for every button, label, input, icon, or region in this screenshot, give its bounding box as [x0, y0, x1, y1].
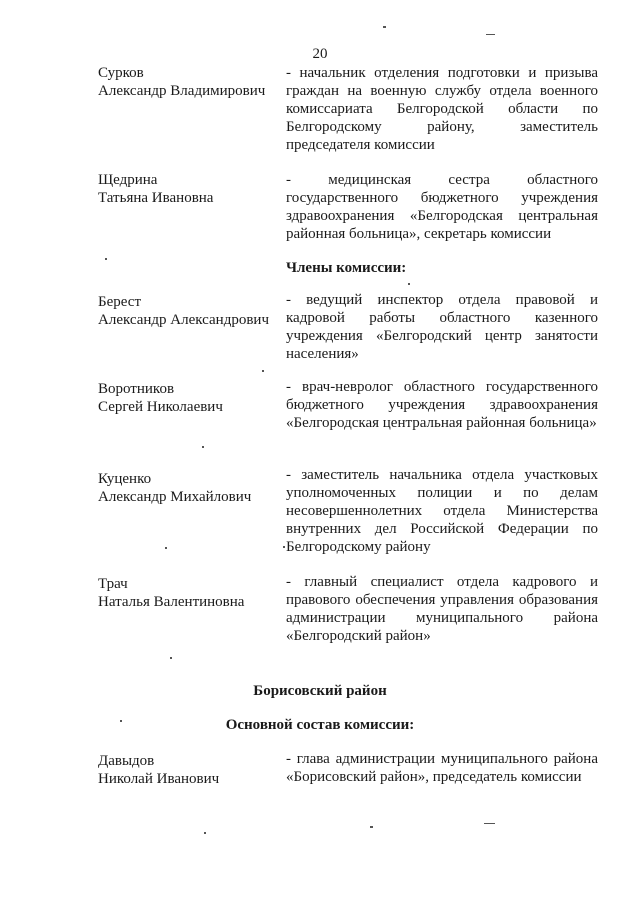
scan-speck: [262, 370, 264, 372]
person-given-names: Александр Александрович: [98, 312, 269, 328]
scan-speck: [408, 283, 410, 285]
scan-speck: [120, 720, 122, 722]
person-role: - ведущий инспектор отдела правовой и кадровой работы областного казенного учреждения «Белгородский центр занятости населения»: [286, 292, 598, 362]
person-surname: Берест: [98, 294, 142, 310]
scan-speck: [383, 26, 386, 28]
person-surname: Трач: [98, 576, 128, 592]
scan-speck: [486, 34, 495, 35]
page-number: 20: [312, 46, 328, 62]
person-role: - главный специалист отдела кадрового и правового обеспечения управления образования администрации муниципального района «Белгородский район»: [286, 574, 598, 644]
scan-speck: [202, 446, 204, 448]
person-role: - заместитель начальника отдела участковых уполномоченных полиции и по делам несовершеннолетних отдела Министерства внутренних дел Российской Федерации по Белгородскому району: [286, 467, 598, 555]
scan-speck: [283, 546, 285, 548]
main-composition-heading: Основной состав комиссии:: [225, 717, 415, 733]
scan-speck: [370, 826, 373, 828]
scan-speck: [170, 657, 172, 659]
person-given-names: Александр Владимирович: [98, 83, 266, 99]
person-role: - начальник отделения подготовки и призыва граждан на военную службу отдела военного комиссариата Белгородской области по Белгородскому району, заместитель председателя комиссии: [286, 65, 598, 153]
person-surname: Давыдов: [98, 753, 155, 769]
person-given-names: Николай Иванович: [98, 771, 220, 787]
person-name: [98, 64, 283, 100]
district-heading: Борисовский район: [253, 683, 387, 699]
members-heading: Члены комиссии:: [286, 260, 407, 276]
scan-speck: [105, 258, 107, 260]
person-role: - врач-невролог областного государственного бюджетного учреждения здравоохранения «Белгородская центральная районная больница»: [286, 379, 598, 431]
person-surname: Щедрина: [98, 172, 158, 188]
person-given-names: Сергей Николаевич: [98, 399, 223, 415]
person-name: [98, 470, 283, 506]
person-given-names: Наталья Валентиновна: [98, 594, 245, 610]
person-name: [98, 575, 283, 611]
person-surname: Воротников: [98, 381, 175, 397]
person-role: - медицинская сестра областного государственного бюджетного учреждения здравоохранения «Белгородская центральная районная больница», секретарь комиссии: [286, 172, 598, 242]
scan-speck: [484, 823, 495, 824]
scan-speck: [165, 547, 167, 549]
person-surname: Куценко: [98, 471, 152, 487]
scan-speck: [204, 832, 206, 834]
person-name: [98, 380, 283, 416]
person-name: [98, 752, 283, 788]
person-given-names: Татьяна Ивановна: [98, 190, 214, 206]
person-name: [98, 293, 283, 329]
person-surname: Сурков: [98, 65, 144, 81]
person-given-names: Александр Михайлович: [98, 489, 252, 505]
person-name: [98, 171, 283, 207]
person-role: - глава администрации муниципального района «Борисовский район», председатель комиссии: [286, 751, 598, 785]
